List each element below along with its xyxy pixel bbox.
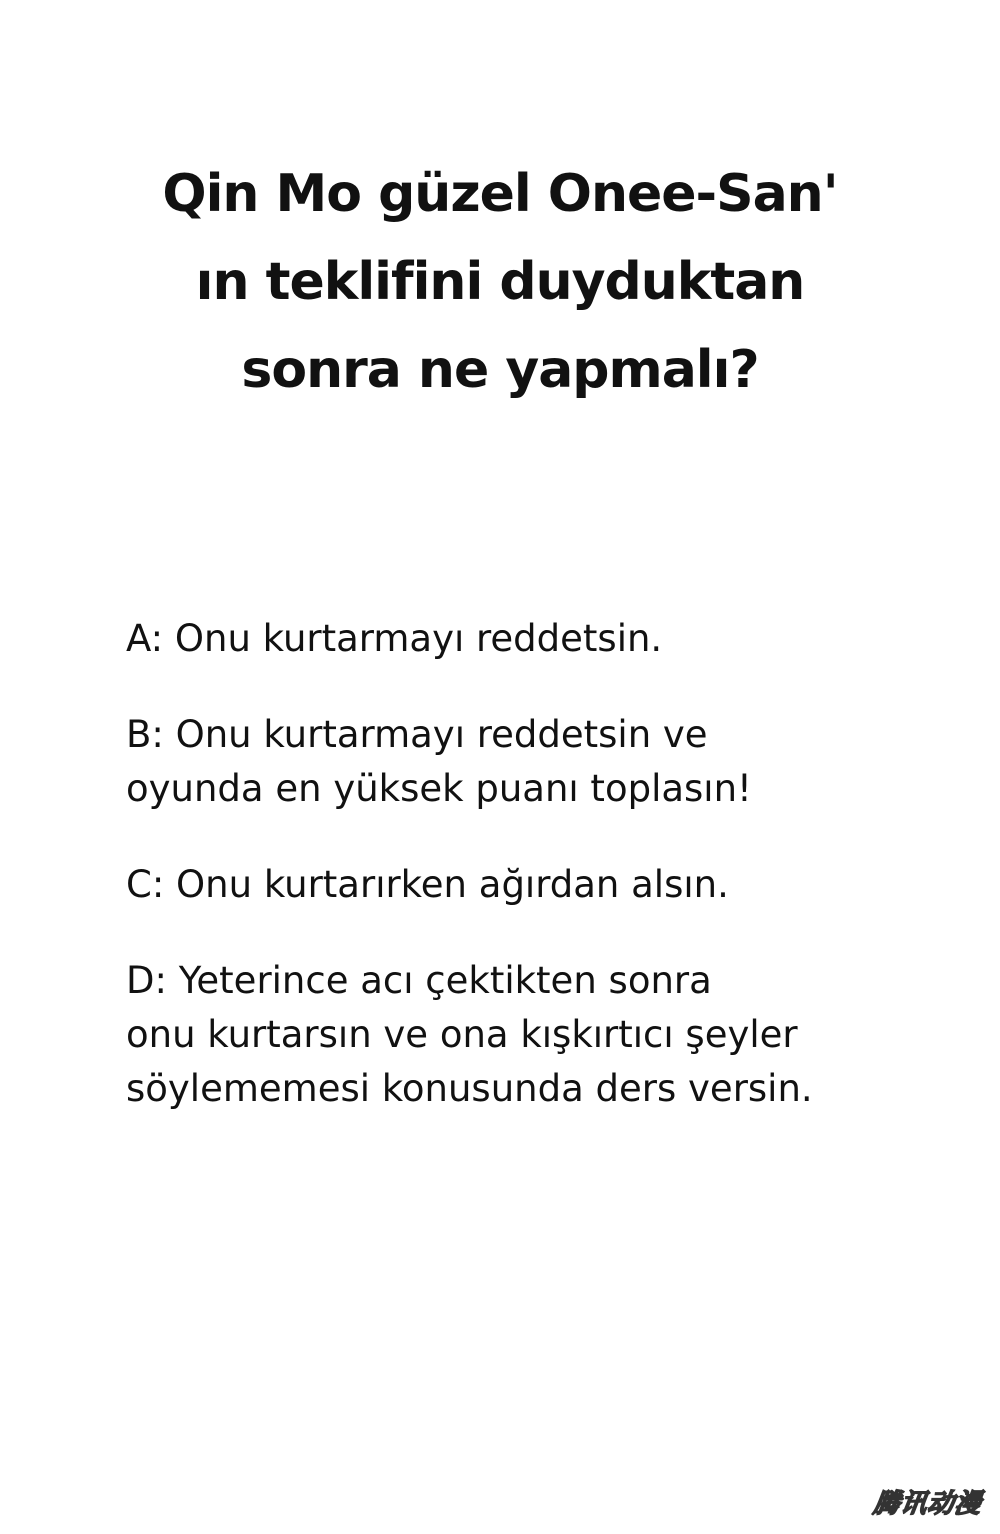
question-line: sonra ne yapmalı? — [241, 340, 759, 400]
option-d — [126, 954, 986, 1116]
option-line: B: Onu kurtarmayı reddetsin ve — [126, 713, 708, 756]
answer-options — [126, 612, 986, 1158]
question-line: Qin Mo güzel Onee-San' — [162, 164, 838, 224]
watermark-logo: 腾讯动漫 — [871, 1489, 984, 1519]
option-line: A: Onu kurtarmayı reddetsin. — [126, 617, 663, 660]
option-line: oyunda en yüksek puanı toplasın! — [126, 767, 752, 810]
option-c — [126, 858, 986, 912]
question-line: ın teklifini duyduktan — [195, 252, 805, 312]
option-line: C: Onu kurtarırken ağırdan alsın. — [126, 863, 729, 906]
option-b — [126, 708, 986, 816]
question-title — [0, 150, 1000, 414]
option-a — [126, 612, 986, 666]
option-line: D: Yeterince acı çektikten sonra — [126, 959, 712, 1002]
option-line: onu kurtarsın ve ona kışkırtıcı şeyler — [126, 1013, 798, 1056]
option-line: söylememesi konusunda ders versin. — [126, 1067, 813, 1110]
